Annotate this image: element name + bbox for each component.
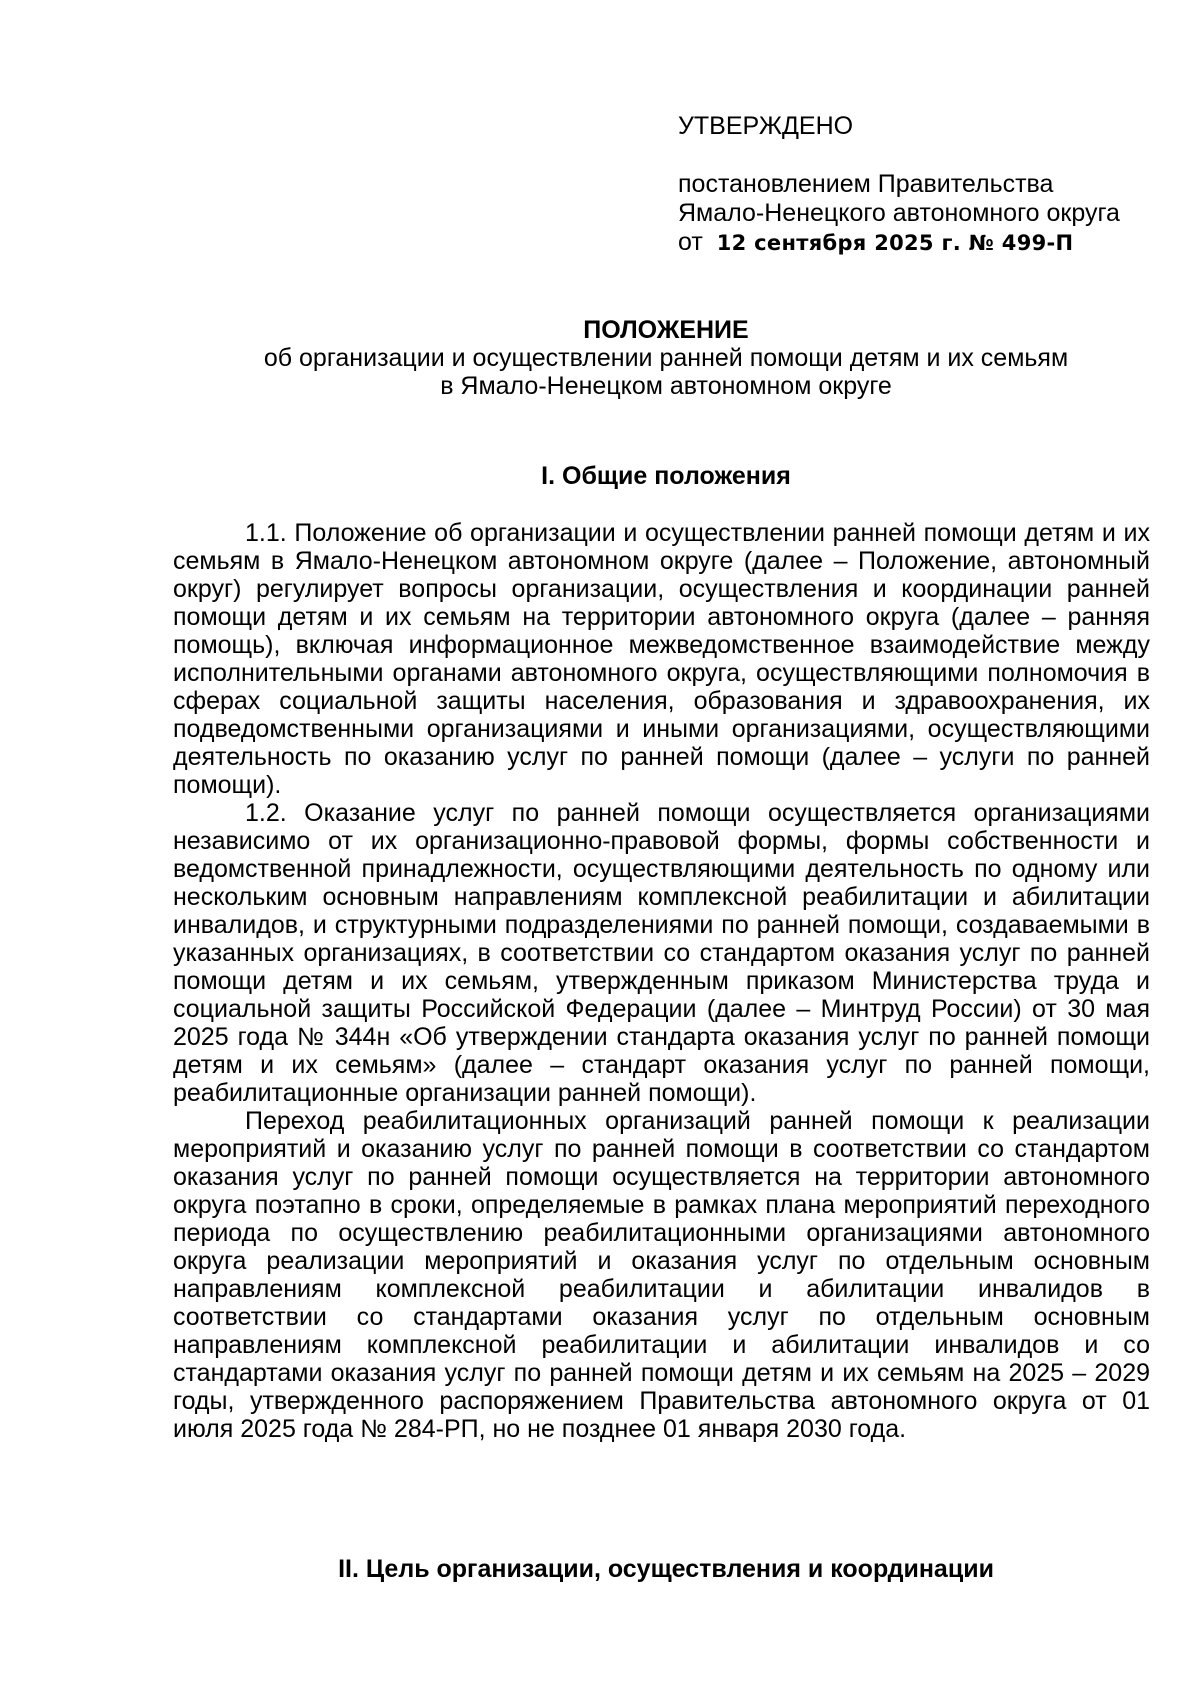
document-title: ПОЛОЖЕНИЕ	[583, 316, 749, 344]
section-heading-1: I. Общие положения	[541, 462, 791, 490]
paragraph-1-1: 1.1. Положение об организации и осуществлении ранней помощи детям и их семьям в Ямало-Ненецком автономном округе (далее – Положение, автономный округ) регулирует вопросы организации, осуществления и координации ранней помощи детям и их семьям на территории автономного округа (далее – ранняя помощь), включая информационное межведомственное взаимодействие между исполнительными органами автономного округа, осуществляющими полномочия в сферах социальной защиты населения, образования и здравоохранения, их подведомственными организациями и иными организациями, осуществляющими деятельность по оказанию услуг по ранней помощи (далее – услуги по ранней помощи).	[173, 519, 1150, 799]
approval-date-value: 12 сентября 2025 г. № 499-П	[716, 231, 1074, 255]
approval-date-prefix: от	[678, 228, 703, 256]
document-subtitle-line-1: об организации и осуществлении ранней помощи детям и их семьям	[263, 344, 1069, 372]
section-heading-2: II. Цель организации, осуществления и координации	[338, 1555, 994, 1583]
approval-stamp: УТВЕРЖДЕНО	[678, 112, 854, 140]
approval-block	[678, 112, 1178, 258]
paragraph-1-2-continued: Переход реабилитационных организаций ранней помощи к реализации мероприятий и оказанию услуг по ранней помощи в соответствии со стандартом оказания услуг по ранней помощи осуществляется на территории автономного округа поэтапно в сроки, определяемые в рамках плана мероприятий переходного периода по осуществлению реабилитационными организациями автономного округа реализации мероприятий и оказания услуг по отдельным основным направлениям комплексной реабилитации и абилитации инвалидов в соответствии со стандартами оказания услуг по отдельным основным направлениям комплексной реабилитации и абилитации инвалидов и со стандартами оказания услуг по ранней помощи детям и их семьям на 2025 – 2029 годы, утвержденного распоряжением Правительства автономного округа от 01 июля 2025 года № 284-РП, но не позднее 01 января 2030 года.	[173, 1107, 1150, 1443]
section-1-body	[173, 519, 1150, 1443]
paragraph-1-2: 1.2. Оказание услуг по ранней помощи осуществляется организациями независимо от их организационно-правовой формы, формы собственности и ведомственной принадлежности, осуществляющими деятельность по одному или нескольким основным направлениям комплексной реабилитации и абилитации инвалидов, и структурными подразделениями по ранней помощи, создаваемыми в указанных организациях, в соответствии со стандартом оказания услуг по ранней помощи детям и их семьям, утвержденным приказом Министерства труда и социальной защиты Российской Федерации (далее – Минтруд России) от 30 мая 2025 года № 344н «Об утверждении стандарта оказания услуг по ранней помощи детям и их семьям» (далее – стандарт оказания услуг по ранней помощи, реабилитационные организации ранней помощи).	[173, 799, 1150, 1107]
approval-date-line	[678, 228, 1178, 258]
approval-line-1: постановлением Правительства	[678, 170, 1054, 198]
approval-line-2: Ямало-Ненецкого автономного округа	[678, 199, 1120, 227]
document-title-block	[160, 316, 1172, 400]
document-subtitle-line-2: в Ямало-Ненецком автономном округе	[440, 372, 892, 400]
